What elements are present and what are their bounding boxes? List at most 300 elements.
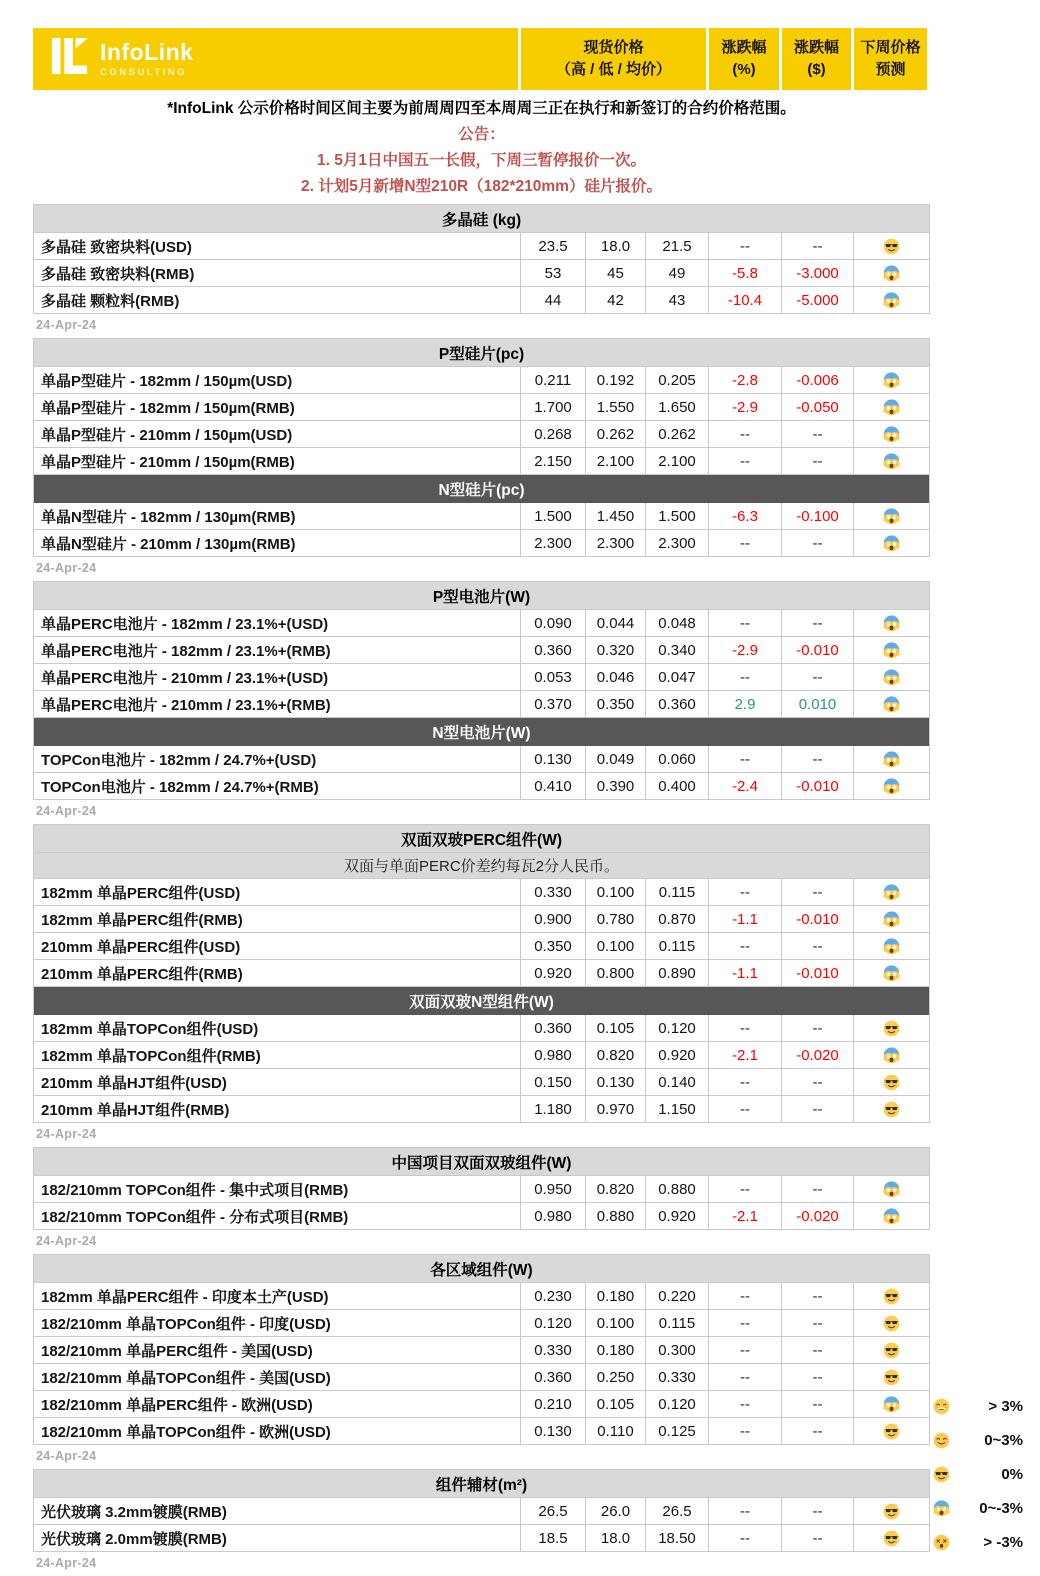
scream-icon (883, 453, 900, 470)
price-low: 0.192 (586, 367, 646, 394)
table-row (34, 1042, 929, 1069)
product-label: 182/210mm 单晶TOPCon组件 - 欧洲(USD) (34, 1418, 521, 1445)
price-high: 0.370 (521, 691, 586, 718)
table-row (34, 933, 929, 960)
announcement-title: 公告： (458, 126, 505, 143)
forecast-cell (854, 448, 929, 475)
price-avg: 2.300 (646, 530, 709, 557)
price-high: 1.180 (521, 1096, 586, 1123)
price-avg: 0.115 (646, 933, 709, 960)
column-header-forecast (854, 28, 927, 90)
table-row (34, 1498, 929, 1525)
forecast-cell (854, 1391, 929, 1418)
table-row (34, 1176, 929, 1203)
price-avg: 0.300 (646, 1337, 709, 1364)
forecast-cell (854, 1042, 929, 1069)
table-row (34, 367, 929, 394)
scream-icon (883, 1396, 900, 1413)
price-low: 1.550 (586, 394, 646, 421)
change-pct: -5.8 (709, 260, 782, 287)
change-usd: -- (782, 1310, 854, 1337)
table-row (34, 1310, 929, 1337)
product-label: TOPCon电池片 - 182mm / 24.7%+(USD) (34, 746, 521, 773)
price-section (33, 204, 930, 314)
forecast-cell (854, 1310, 929, 1337)
price-high: 0.130 (521, 1418, 586, 1445)
price-high: 0.120 (521, 1310, 586, 1337)
price-low: 0.320 (586, 637, 646, 664)
change-pct: -- (709, 664, 782, 691)
product-label: 182/210mm 单晶PERC组件 - 欧洲(USD) (34, 1391, 521, 1418)
announcement-line-1: 1. 5月1日中国五一长假，下周三暂停报价一次。 (317, 152, 646, 169)
section-title: 各区域组件(W) (34, 1255, 929, 1283)
price-avg: 0.400 (646, 773, 709, 800)
change-usd: -- (782, 448, 854, 475)
change-usd: -0.010 (782, 960, 854, 987)
price-avg: 0.048 (646, 610, 709, 637)
forecast-cell (854, 1015, 929, 1042)
change-pct: -- (709, 421, 782, 448)
scream-icon (883, 292, 900, 309)
brand-subname: CONSULTING (100, 66, 188, 78)
column-header-change-pct (709, 28, 779, 90)
price-high: 0.900 (521, 906, 586, 933)
change-usd: -0.010 (782, 906, 854, 933)
change-usd: -0.006 (782, 367, 854, 394)
product-label: 182/210mm 单晶TOPCon组件 - 印度(USD) (34, 1310, 521, 1337)
scream-icon (883, 938, 900, 955)
change-pct: -- (709, 746, 782, 773)
price-low: 45 (586, 260, 646, 287)
sunglasses-icon (883, 1074, 900, 1091)
change-pct: -- (709, 879, 782, 906)
change-pct: -- (709, 1337, 782, 1364)
price-low: 0.105 (586, 1015, 646, 1042)
change-usd-line2: ($) (807, 61, 826, 78)
price-low: 0.390 (586, 773, 646, 800)
price-avg: 0.047 (646, 664, 709, 691)
scream-icon (883, 751, 900, 768)
legend-label: > -3% (983, 1533, 1023, 1551)
section-title: 中国项目双面双玻组件(W) (34, 1148, 929, 1176)
product-label: 单晶PERC电池片 - 182mm / 23.1%+(USD) (34, 610, 521, 637)
change-pct: -- (709, 530, 782, 557)
forecast-cell (854, 1364, 929, 1391)
price-avg: 0.330 (646, 1364, 709, 1391)
dizzy-icon (933, 1534, 950, 1551)
scream-icon (883, 642, 900, 659)
price-high: 0.090 (521, 610, 586, 637)
product-label: 多晶硅 颗粒料(RMB) (34, 287, 521, 314)
scream-icon (883, 1181, 900, 1198)
brand-header-cell (33, 28, 518, 90)
price-high: 44 (521, 287, 586, 314)
price-high: 2.150 (521, 448, 586, 475)
table-row (34, 448, 929, 475)
product-label: 182mm 单晶TOPCon组件(RMB) (34, 1042, 521, 1069)
product-label: 182mm 单晶TOPCon组件(USD) (34, 1015, 521, 1042)
price-avg: 0.870 (646, 906, 709, 933)
price-avg: 0.880 (646, 1176, 709, 1203)
forecast-cell (854, 637, 929, 664)
price-low: 0.800 (586, 960, 646, 987)
sunglasses-icon (883, 238, 900, 255)
legend-label: 0~-3% (979, 1499, 1023, 1517)
table-row (34, 1203, 929, 1230)
table-row (34, 664, 929, 691)
price-high: 0.053 (521, 664, 586, 691)
price-high: 0.360 (521, 1015, 586, 1042)
price-avg: 0.920 (646, 1203, 709, 1230)
price-low: 0.100 (586, 933, 646, 960)
change-usd: -- (782, 1096, 854, 1123)
forecast-cell (854, 1498, 929, 1525)
section-date: 24-Apr-24 (36, 561, 97, 575)
table-row (34, 1525, 929, 1552)
forecast-cell (854, 503, 929, 530)
forecast-cell (854, 233, 929, 260)
section-title: 双面双玻N型组件(W) (34, 987, 929, 1015)
table-row (34, 960, 929, 987)
forecast-cell (854, 394, 929, 421)
change-usd: -0.020 (782, 1203, 854, 1230)
change-usd: -- (782, 421, 854, 448)
change-usd: -- (782, 1337, 854, 1364)
forecast-cell (854, 260, 929, 287)
forecast-cell (854, 1096, 929, 1123)
section-date: 24-Apr-24 (36, 1127, 97, 1141)
forecast-cell (854, 1525, 929, 1552)
forecast-cell (854, 367, 929, 394)
change-usd: -5.000 (782, 287, 854, 314)
product-label: 182/210mm TOPCon组件 - 集中式项目(RMB) (34, 1176, 521, 1203)
table-row (34, 1364, 929, 1391)
forecast-cell (854, 421, 929, 448)
forecast-cell (854, 746, 929, 773)
product-label: 单晶N型硅片 - 182mm / 130µm(RMB) (34, 503, 521, 530)
price-low: 0.130 (586, 1069, 646, 1096)
product-label: 单晶P型硅片 - 182mm / 150µm(RMB) (34, 394, 521, 421)
legend-label: 0~3% (984, 1431, 1023, 1449)
price-high: 2.300 (521, 530, 586, 557)
product-label: 单晶P型硅片 - 210mm / 150µm(RMB) (34, 448, 521, 475)
price-low: 1.450 (586, 503, 646, 530)
price-high: 0.410 (521, 773, 586, 800)
price-high: 0.980 (521, 1203, 586, 1230)
sunglasses-icon (933, 1466, 950, 1483)
scream-icon (883, 265, 900, 282)
change-usd: -- (782, 1391, 854, 1418)
change-pct: -6.3 (709, 503, 782, 530)
scream-icon (883, 615, 900, 632)
section-date: 24-Apr-24 (36, 804, 97, 818)
sunglasses-icon (883, 1020, 900, 1037)
scream-icon (883, 426, 900, 443)
change-pct: -2.9 (709, 394, 782, 421)
price-low: 0.180 (586, 1337, 646, 1364)
table-row (34, 746, 929, 773)
section-title: 多晶硅 (kg) (34, 205, 929, 233)
sunglasses-icon (883, 1342, 900, 1359)
change-pct: -- (709, 1096, 782, 1123)
change-pct: -- (709, 933, 782, 960)
change-pct: -2.1 (709, 1203, 782, 1230)
change-pct: -- (709, 1418, 782, 1445)
change-pct: -1.1 (709, 906, 782, 933)
change-usd: -- (782, 879, 854, 906)
table-row (34, 530, 929, 557)
table-row (34, 879, 929, 906)
change-pct-line1: 涨跌幅 (721, 39, 767, 57)
price-high: 0.130 (521, 746, 586, 773)
price-avg: 21.5 (646, 233, 709, 260)
forecast-cell (854, 773, 929, 800)
forecast-cell (854, 1176, 929, 1203)
forecast-cell (854, 1283, 929, 1310)
change-pct: -10.4 (709, 287, 782, 314)
section-date: 24-Apr-24 (36, 1234, 97, 1248)
change-pct: -2.8 (709, 367, 782, 394)
table-row (34, 1418, 929, 1445)
change-pct: -- (709, 1498, 782, 1525)
change-pct: -- (709, 1310, 782, 1337)
product-label: 182mm 单晶PERC组件 - 印度本土产(USD) (34, 1283, 521, 1310)
price-low: 0.105 (586, 1391, 646, 1418)
price-avg: 0.060 (646, 746, 709, 773)
scream-icon (933, 1500, 950, 1517)
forecast-line2: 预测 (875, 61, 906, 78)
price-avg: 0.205 (646, 367, 709, 394)
change-pct: -2.1 (709, 1042, 782, 1069)
scream-icon (883, 696, 900, 713)
legend-item (933, 1423, 1029, 1457)
price-low: 0.110 (586, 1418, 646, 1445)
product-label: 210mm 单晶PERC组件(USD) (34, 933, 521, 960)
change-usd: -0.010 (782, 773, 854, 800)
forecast-cell (854, 530, 929, 557)
change-usd: -0.010 (782, 637, 854, 664)
price-avg: 0.125 (646, 1418, 709, 1445)
section-title: P型硅片(pc) (34, 339, 929, 367)
sunglasses-icon (883, 1369, 900, 1386)
price-section (33, 338, 930, 557)
price-high: 0.360 (521, 1364, 586, 1391)
price-avg: 0.360 (646, 691, 709, 718)
change-usd: -- (782, 1498, 854, 1525)
price-high: 0.330 (521, 879, 586, 906)
forecast-cell (854, 1418, 929, 1445)
product-label: 单晶PERC电池片 - 210mm / 23.1%+(RMB) (34, 691, 521, 718)
price-low: 18.0 (586, 1525, 646, 1552)
section-title: N型电池片(W) (34, 718, 929, 746)
column-header-change-usd (782, 28, 851, 90)
price-avg: 0.220 (646, 1283, 709, 1310)
section-date: 24-Apr-24 (36, 1449, 97, 1463)
price-high: 0.920 (521, 960, 586, 987)
price-avg: 0.140 (646, 1069, 709, 1096)
legend-item (933, 1525, 1029, 1559)
scream-icon (883, 535, 900, 552)
legend-item (933, 1457, 1029, 1491)
brand-name: InfoLink (100, 38, 194, 65)
price-low: 0.820 (586, 1042, 646, 1069)
scream-icon (883, 508, 900, 525)
product-label: 多晶硅 致密块料(USD) (34, 233, 521, 260)
sunglasses-icon (883, 1288, 900, 1305)
price-high: 0.268 (521, 421, 586, 448)
change-usd: -- (782, 610, 854, 637)
product-label: 多晶硅 致密块料(RMB) (34, 260, 521, 287)
price-avg: 1.150 (646, 1096, 709, 1123)
grin-icon (933, 1398, 950, 1415)
forecast-line1: 下周价格 (860, 39, 921, 57)
price-section (33, 1254, 930, 1445)
notes-block (33, 90, 930, 204)
price-avg: 26.5 (646, 1498, 709, 1525)
product-label: 光伏玻璃 3.2mm镀膜(RMB) (34, 1498, 521, 1525)
table-row (34, 773, 929, 800)
sunglasses-icon (883, 1423, 900, 1440)
product-label: 182/210mm 单晶TOPCon组件 - 美国(USD) (34, 1364, 521, 1391)
table-row (34, 233, 929, 260)
price-low: 0.100 (586, 1310, 646, 1337)
table-row (34, 1391, 929, 1418)
change-pct: -- (709, 1364, 782, 1391)
change-pct: -- (709, 1525, 782, 1552)
price-avg: 18.50 (646, 1525, 709, 1552)
price-section (33, 581, 930, 800)
forecast-cell (854, 691, 929, 718)
price-avg: 0.920 (646, 1042, 709, 1069)
legend-label: > 3% (988, 1397, 1023, 1415)
table-row (34, 906, 929, 933)
change-usd: -- (782, 1176, 854, 1203)
price-high: 0.210 (521, 1391, 586, 1418)
price-low: 18.0 (586, 233, 646, 260)
change-usd-line1: 涨跌幅 (793, 39, 839, 57)
spot-price-line1: 现货价格 (583, 39, 644, 57)
forecast-cell (854, 610, 929, 637)
change-usd: -- (782, 933, 854, 960)
change-usd: -- (782, 530, 854, 557)
scream-icon (883, 372, 900, 389)
product-label: 210mm 单晶HJT组件(RMB) (34, 1096, 521, 1123)
price-low: 0.100 (586, 879, 646, 906)
price-high: 0.980 (521, 1042, 586, 1069)
price-avg: 0.115 (646, 1310, 709, 1337)
price-section (33, 824, 930, 1123)
price-avg: 1.500 (646, 503, 709, 530)
product-label: 182mm 单晶PERC组件(RMB) (34, 906, 521, 933)
product-label: 单晶N型硅片 - 210mm / 130µm(RMB) (34, 530, 521, 557)
sunglasses-icon (883, 1315, 900, 1332)
change-pct: 2.9 (709, 691, 782, 718)
table-row (34, 1283, 929, 1310)
infolink-logo-icon (49, 37, 91, 82)
forecast-cell (854, 287, 929, 314)
price-low: 0.350 (586, 691, 646, 718)
section-title: N型硅片(pc) (34, 475, 929, 503)
price-section (33, 1147, 930, 1230)
change-usd: -0.100 (782, 503, 854, 530)
forecast-legend (933, 1389, 1029, 1559)
forecast-cell (854, 664, 929, 691)
section-subtitle: 双面与单面PERC价差约每瓦2分人民币。 (34, 853, 929, 879)
product-label: 182mm 单晶PERC组件(USD) (34, 879, 521, 906)
price-high: 1.500 (521, 503, 586, 530)
price-low: 2.100 (586, 448, 646, 475)
scream-icon (883, 965, 900, 982)
announcement-line-2: 2. 计划5月新增N型210R（182*210mm）硅片报价。 (301, 178, 662, 195)
change-usd: -- (782, 1015, 854, 1042)
table-row (34, 394, 929, 421)
forecast-cell (854, 906, 929, 933)
change-usd: -0.050 (782, 394, 854, 421)
price-high: 0.150 (521, 1069, 586, 1096)
price-avg: 1.650 (646, 394, 709, 421)
table-row (34, 610, 929, 637)
price-high: 0.360 (521, 637, 586, 664)
section-title: 双面双玻PERC组件(W) (34, 825, 929, 853)
price-avg: 0.115 (646, 879, 709, 906)
price-low: 0.780 (586, 906, 646, 933)
table-row (34, 503, 929, 530)
scream-icon (883, 778, 900, 795)
price-avg: 0.120 (646, 1015, 709, 1042)
table-row (34, 1015, 929, 1042)
table-row (34, 260, 929, 287)
price-high: 0.330 (521, 1337, 586, 1364)
change-usd: -- (782, 746, 854, 773)
change-usd: -- (782, 664, 854, 691)
scream-icon (883, 1047, 900, 1064)
price-low: 0.049 (586, 746, 646, 773)
price-avg: 49 (646, 260, 709, 287)
scream-icon (883, 884, 900, 901)
price-low: 0.250 (586, 1364, 646, 1391)
column-header-spot-price (521, 28, 706, 90)
change-pct: -- (709, 233, 782, 260)
table-row (34, 287, 929, 314)
price-low: 26.0 (586, 1498, 646, 1525)
price-high: 23.5 (521, 233, 586, 260)
price-low: 0.180 (586, 1283, 646, 1310)
price-high: 0.950 (521, 1176, 586, 1203)
product-label: 单晶PERC电池片 - 182mm / 23.1%+(RMB) (34, 637, 521, 664)
spot-price-line2: （高 / 低 / 均价） (555, 61, 671, 78)
change-pct: -- (709, 1176, 782, 1203)
change-usd: 0.010 (782, 691, 854, 718)
price-low: 0.046 (586, 664, 646, 691)
price-low: 0.820 (586, 1176, 646, 1203)
product-label: 光伏玻璃 2.0mm镀膜(RMB) (34, 1525, 521, 1552)
change-pct-line2: (%) (732, 61, 756, 78)
price-low: 0.262 (586, 421, 646, 448)
sunglasses-icon (883, 1503, 900, 1520)
change-pct: -- (709, 1391, 782, 1418)
price-high: 18.5 (521, 1525, 586, 1552)
forecast-cell (854, 879, 929, 906)
disclaimer-text: *InfoLink 公示价格时间区间主要为前周周四至本周周三正在执行和新签订的合约价格范围。 (167, 100, 796, 117)
change-usd: -- (782, 1069, 854, 1096)
forecast-cell (854, 1337, 929, 1364)
change-pct: -- (709, 1283, 782, 1310)
price-low: 0.880 (586, 1203, 646, 1230)
table-row (34, 637, 929, 664)
forecast-cell (854, 960, 929, 987)
sunglasses-icon (883, 1530, 900, 1547)
table-row (34, 1337, 929, 1364)
